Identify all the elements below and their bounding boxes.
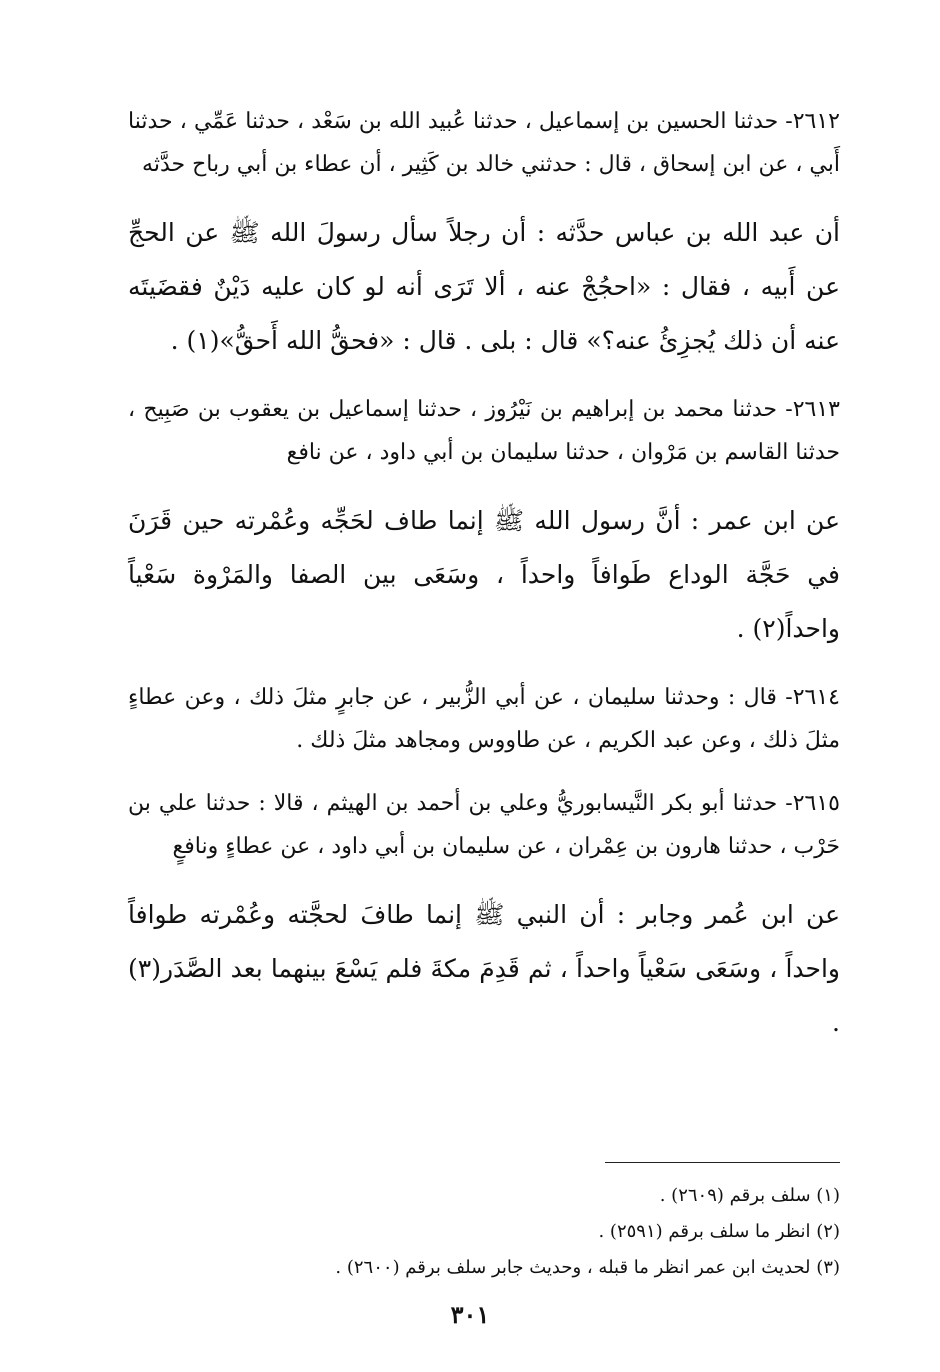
page-number: ٣٠١ [450,1300,490,1329]
page-body [128,100,840,1070]
hadith-chain-2614: ٢٦١٤- قال : وحدثنا سليمان ، عن أبي الزُّبير ، عن جابرٍ مثلَ ذلك ، وعن عطاءٍ مثلَ ذلك ، وعن عبد الكريم ، عن طاووس ومجاهد مثلَ ذلك . [128,685,840,753]
hadith-chain-2613: ٢٦١٣- حدثنا محمد بن إبراهيم بن نَيْرُوز ، حدثنا إسماعيل بن يعقوب بن صَبِيح ، حدثنا القاسم بن مَرْوان ، حدثنا سليمان بن أبي داود ، عن نافع [128,397,840,465]
hadith-chain-2615: ٢٦١٥- حدثنا أبو بكر النَّيسابوريُّ وعلي بن أحمد بن الهيثم ، قالا : حدثنا علي بن حَرْب ، حدثنا هارون بن عِمْران ، عن سليمان بن أبي داود ، عن عطاءٍ ونافعٍ [128,791,840,859]
footnote-1: (١) سلف برقم (٢٦٠٩) . [659,1185,840,1206]
footnote-2: (٢) انظر ما سلف برقم (٢٥٩١) . [598,1221,840,1242]
footnotes [128,1178,840,1286]
hadith-chain-2612: ٢٦١٢- حدثنا الحسين بن إسماعيل ، حدثنا عُبيد الله بن سَعْد ، حدثنا عَمِّي ، حدثنا أَبي ، عن ابن إسحاق ، قال : حدثني خالد بن كَثِير ، أن عطاء بن أبي رباح حدَّثه [128,109,840,177]
footnote-3: (٣) لحديث ابن عمر انظر ما قبله ، وحديث جابر سلف برقم (٢٦٠٠) . [335,1257,840,1278]
hadith-text-2613: عن ابن عمر : أنَّ رسول الله ﷺ إنما طاف لحَجِّه وعُمْرته حين قَرَنَ في حَجَّة الوداع طَوافاً واحداً ، وسَعَى بين الصفا والمَرْوة سَعْياً واحداً(٢) . [128,506,840,643]
hadith-text-2612: أن عبد الله بن عباس حدَّثه : أن رجلاً سأل رسولَ الله ﷺ عن الحجِّ عن أَبيه ، فقال : «احجُجْ عنه ، ألا تَرَى أنه لو كان عليه دَيْنٌ فقضَيتَه عنه أن ذلك يُجزِئُ عنه؟» قال : بلى . قال : «فحقُّ الله أَحقُّ»(١) . [128,218,840,355]
hadith-text-2615: عن ابن عُمر وجابر : أن النبي ﷺ إنما طافَ لحجَّته وعُمْرته طوافاً واحداً ، وسَعَى سَعْياً واحداً ، ثم قَدِمَ مكةَ فلم يَسْعَ بينهما بعد الصَّدَر(٣) . [128,900,840,1037]
footnote-divider [605,1162,840,1163]
